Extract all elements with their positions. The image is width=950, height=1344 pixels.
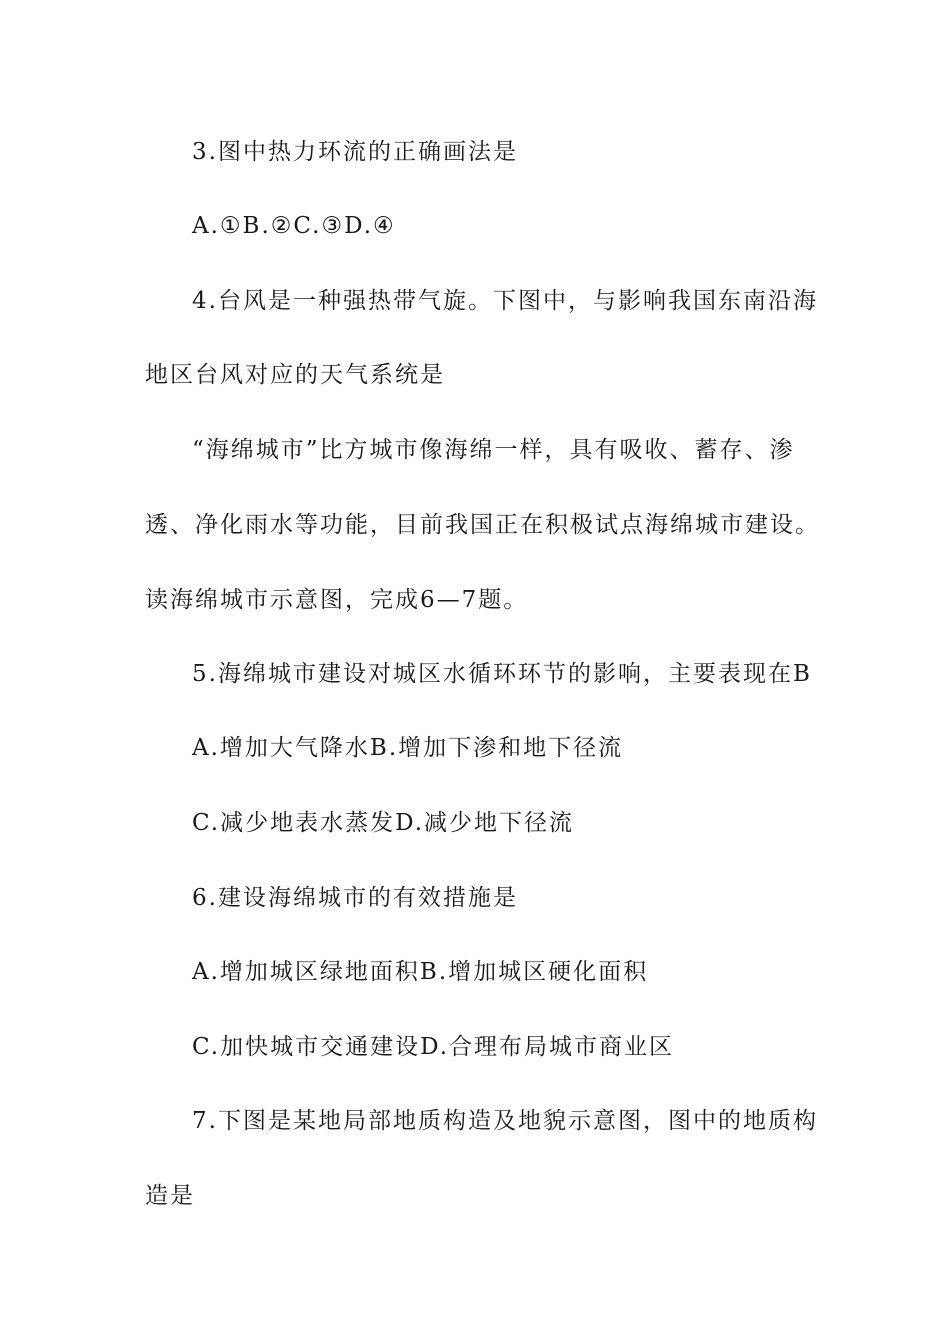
- question-6-options-cd: C.加快城市交通建设D.合理布局城市商业区: [192, 1034, 675, 1060]
- question-5-options-ab: A.增加大气降水B.增加下渗和地下径流: [192, 735, 624, 761]
- question-5-stem: 5.海绵城市建设对城区水循环环节的影响，主要表现在B: [192, 661, 812, 687]
- question-3-options: A.①B.②C.③D.④: [192, 213, 396, 239]
- question-7-stem-line-2: 造是: [145, 1183, 195, 1209]
- passage-line-3: 读海绵城市示意图，完成6—7题。: [145, 587, 529, 613]
- passage-line-2: 透、净化雨水等功能，目前我国正在积极试点海绵城市建设。: [145, 512, 820, 538]
- question-6-stem: 6.建设海绵城市的有效措施是: [192, 885, 518, 911]
- question-6-options-ab: A.增加城区绿地面积B.增加城区硬化面积: [192, 959, 649, 985]
- question-5-options-cd: C.减少地表水蒸发D.减少地下径流: [192, 810, 575, 836]
- question-3-stem: 3.图中热力环流的正确画法是: [192, 139, 518, 165]
- passage-line-1: “海绵城市”比方城市像海绵一样，具有吸收、蓄存、渗: [192, 437, 795, 463]
- question-4-stem-line-2: 地区台风对应的天气系统是: [145, 362, 445, 388]
- question-4-stem-line-1: 4.台风是一种强热带气旋。下图中，与影响我国东南沿海: [192, 288, 818, 314]
- question-7-stem-line-1: 7.下图是某地局部地质构造及地貌示意图，图中的地质构: [192, 1108, 818, 1134]
